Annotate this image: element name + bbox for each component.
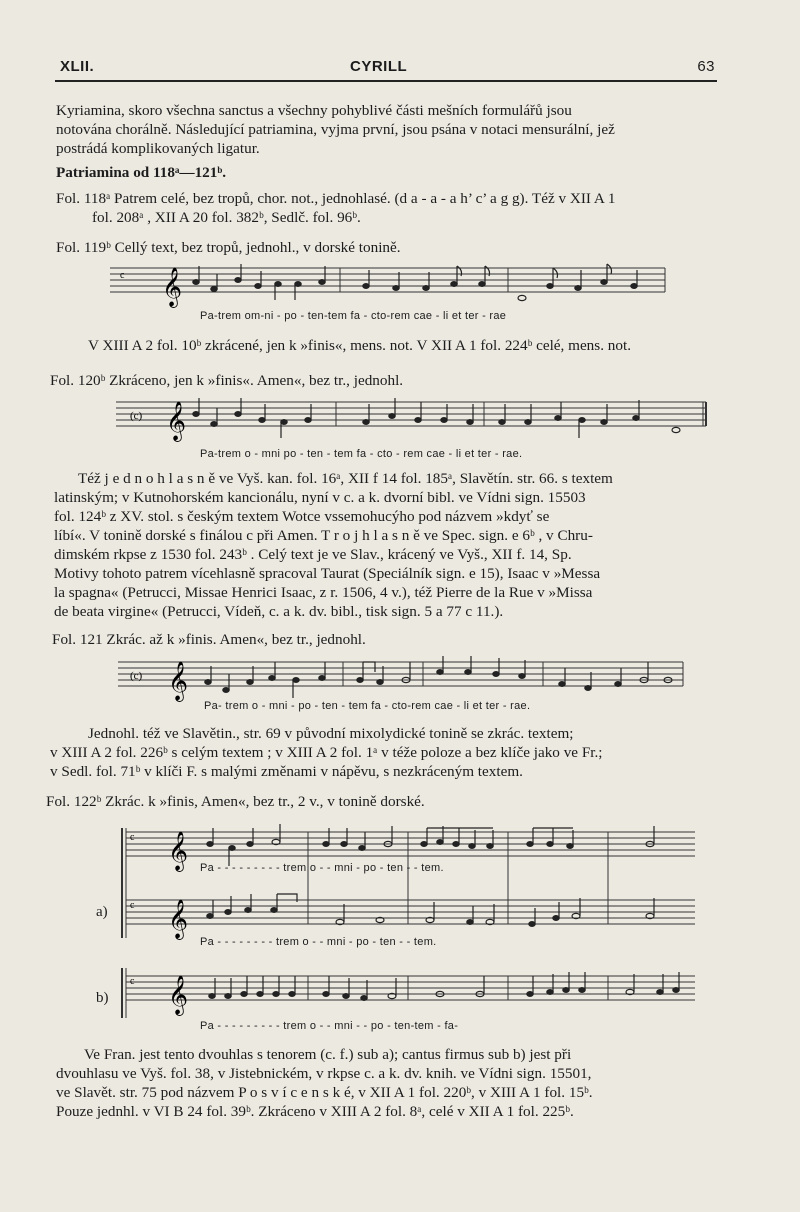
chapter-number: XLII. <box>60 58 95 75</box>
paragraph-line: dimském rkpse z 1530 fol. 243ᵇ . Celý text je ve Slav., krácený ve Vyš., XII f. 14, Sp. <box>54 546 572 563</box>
lyrics-line: Pa - - - - - - - - - trem o - - mni - - po - ten-tem - fa- <box>200 1020 459 1032</box>
svg-text:c: c <box>120 270 125 281</box>
voice-label-a: a) <box>96 904 108 920</box>
lyrics-line: Pa - - - - - - - - trem o - - mni - po - ten - - tem. <box>200 936 437 948</box>
svg-text:(c): (c) <box>130 670 143 682</box>
paragraph-line: líbí«. V tonině dorské s finálou c při Amen. T r o j h l a s n ě ve Spec. sign. e 6ᵇ , v Chru- <box>54 527 593 544</box>
lyrics-line: Pa-trem o - mni po - ten - tem fa - cto - rem cae - li et ter - rae. <box>200 448 523 460</box>
paragraph-line: Motivy tohoto patrem vícehlasně spracoval Taurat (Speciálník sign. e 15), Isaac v »Messa <box>54 565 601 582</box>
svg-text:c: c <box>130 976 135 987</box>
paragraph-line: la spagna« (Petrucci, Missae Henrici Isaac, z r. 1506, 4 v.), též Pierre de la Rue v »Missa <box>54 584 593 601</box>
music-staff-1 <box>110 258 670 318</box>
page-header <box>55 58 715 82</box>
paragraph-line: Fol. 121 Zkrác. až k »finis. Amen«, bez tr., jednohl. <box>52 631 366 648</box>
svg-text:𝄞: 𝄞 <box>168 899 189 939</box>
paragraph-line: Fol. 119ᵇ Cellý text, bez tropů, jednohl., v dorské tonině. <box>56 239 401 256</box>
lyrics-line: Pa-trem om-ni - po - ten-tem fa - cto-rem cae - li et ter - rae <box>200 310 507 322</box>
svg-text:c: c <box>130 900 135 911</box>
svg-text:𝄞: 𝄞 <box>168 975 189 1015</box>
paragraph-line: ve Slavět. str. 75 pod názvem P o s v í c e n s k é, v XII A 1 fol. 220ᵇ, v XIII A 1 fol. 15ᵇ. <box>56 1084 593 1101</box>
svg-text:c: c <box>130 832 135 843</box>
svg-text:𝄞: 𝄞 <box>168 661 189 701</box>
paragraph-line: Kyriamina, skoro všechna sanctus a všechny pohyblivé části mešních formulářů jsou <box>56 102 572 119</box>
svg-text:𝄞: 𝄞 <box>166 401 187 441</box>
running-title: CYRILL <box>350 58 408 75</box>
section-heading: Patriamina od 118ᵃ—121ᵇ. <box>56 164 227 181</box>
svg-text:(c): (c) <box>130 410 143 422</box>
paragraph-line: Fol. 118ᵃ Patrem celé, bez tropů, chor. not., jednohlasé. (d a - a - a h’ c’ a g g). Též v XII A 1 <box>56 190 616 207</box>
paragraph-line: de beata virgine« (Petrucci, Vídeň, c. a k. dv. bibl., tisk sign. 5 a 77 c 11.). <box>54 603 504 620</box>
paragraph-line: fol. 208ᵃ , XII A 20 fol. 382ᵇ, Sedlč. fol. 96ᵇ. <box>92 209 361 226</box>
voice-label-b: b) <box>96 990 109 1006</box>
header-rule <box>55 80 717 82</box>
paragraph-line: Fol. 120ᵇ Zkráceno, jen k »finis«. Amen«, bez tr., jednohl. <box>50 372 404 389</box>
paragraph-line: postrádá komplikovaných ligatur. <box>56 140 260 157</box>
paragraph-line: dvouhlasu ve Vyš. fol. 38, v Jistebnickém, v rkpse c. a k. dv. knih. ve Vídni sign. 15501, <box>56 1065 592 1082</box>
paragraph-line: latinským; v Kutnohorském kancionálu, nyní v c. a k. dvorní bibl. ve Vídni sign. 15503 <box>54 489 586 506</box>
music-staff-2 <box>116 392 716 452</box>
paragraph-line: V XIII A 2 fol. 10ᵇ zkrácené, jen k »finis«, mens. not. V XII A 1 fol. 224ᵇ celé, mens. not. <box>88 337 631 354</box>
svg-text:𝄞: 𝄞 <box>168 831 189 871</box>
page-number: 63 <box>697 58 715 75</box>
paragraph-line: v XIII A 2 fol. 226ᵇ s celým textem ; v XIII A 2 fol. 1ᵃ v téže poloze a bez klíče jako ve Fr.; <box>50 744 603 761</box>
paragraph-line: Pouze jednhl. v VI B 24 fol. 39ᵇ. Zkráceno v XIII A 2 fol. 8ᵃ, celé v XII A 1 fol. 225ᵇ. <box>56 1103 574 1120</box>
paragraph-line: fol. 124ᵇ z XV. stol. s českým textem Wotce vssemohucýho pod názvem »kdyť se <box>54 508 550 525</box>
paragraph-line: Jednohl. též ve Slavětin., str. 69 v původní mixolydické tonině se zkrác. textem; <box>88 725 574 742</box>
paragraph-line: Též j e d n o h l a s n ě ve Vyš. kan. fol. 16ᵃ, XII f 14 fol. 185ᵃ, Slavětín. str. 66. s textem <box>78 470 613 487</box>
paragraph-line: Ve Fran. jest tento dvouhlas s tenorem (c. f.) sub a); cantus firmus sub b) jest při <box>84 1046 572 1063</box>
svg-text:𝄞: 𝄞 <box>162 267 183 307</box>
lyrics-line: Pa- trem o - mni - po - ten - tem fa - cto-rem cae - li et ter - rae. <box>204 700 531 712</box>
paragraph-line: notována chorálně. Následující patriamina, vyjma první, jsou psána v notaci mensurální, jež <box>56 121 615 138</box>
paragraph-line: v Sedl. fol. 71ᵇ v klíči F. s malými změnami v nápěvu, s nezkráceným textem. <box>50 763 523 780</box>
paragraph-line: Fol. 122ᵇ Zkrác. k »finis, Amen«, bez tr., 2 v., v tonině dorské. <box>46 793 425 810</box>
lyrics-line: Pa - - - - - - - - - trem o - - mni - po - ten - - tem. <box>200 862 444 874</box>
music-score-system <box>110 818 700 1048</box>
